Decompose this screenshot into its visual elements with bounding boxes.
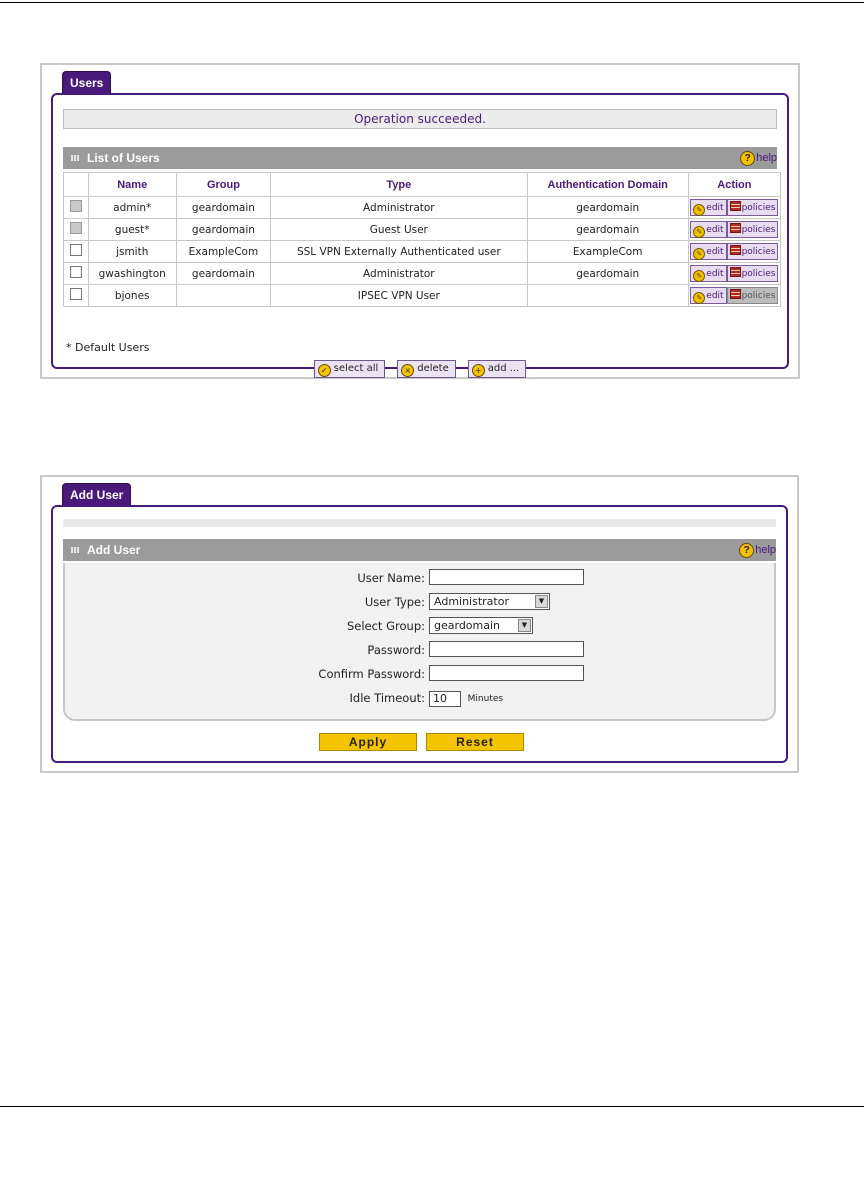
- edit-icon: ✎: [693, 292, 705, 304]
- policies-button[interactable]: [727, 243, 779, 260]
- policies-label: policies: [741, 247, 776, 257]
- cell-group: geardomain: [176, 219, 270, 241]
- add-label: add ...: [487, 363, 520, 374]
- users-panel: [40, 63, 800, 379]
- idle-timeout-control: [429, 689, 549, 707]
- cell-auth-domain: ExampleCom: [527, 241, 688, 263]
- help-link[interactable]: [739, 541, 776, 559]
- bottom-rule: [0, 1106, 864, 1107]
- password-control: [429, 641, 584, 659]
- row-checkbox[interactable]: [70, 244, 82, 256]
- confirm-password-label: Confirm Password:: [318, 667, 425, 681]
- table-row: [64, 197, 781, 219]
- cell-type: Administrator: [271, 263, 528, 285]
- cell-auth-domain: [527, 285, 688, 307]
- table-row: [64, 285, 781, 307]
- password-input[interactable]: [429, 641, 584, 657]
- cell-auth-domain: geardomain: [527, 263, 688, 285]
- cell-type: Administrator: [271, 197, 528, 219]
- cell-auth-domain: geardomain: [527, 197, 688, 219]
- check-icon: ✓: [318, 364, 331, 377]
- tab-users[interactable]: Users: [62, 71, 111, 94]
- policies-button[interactable]: [727, 199, 779, 216]
- select-group-row: [65, 617, 425, 635]
- help-label: help: [756, 152, 777, 164]
- row-checkbox: [70, 222, 82, 234]
- confirm-password-control: [429, 665, 584, 683]
- edit-label: edit: [706, 269, 724, 279]
- cell-name: gwashington: [88, 263, 176, 285]
- cell-group: geardomain: [176, 197, 270, 219]
- edit-label: edit: [706, 247, 724, 257]
- edit-button[interactable]: [690, 287, 726, 304]
- policies-label: policies: [741, 225, 776, 235]
- select-group-control: [429, 617, 533, 635]
- user-name-label: User Name:: [357, 571, 425, 585]
- cell-group: ExampleCom: [176, 241, 270, 263]
- policies-icon: [730, 223, 741, 233]
- add-button[interactable]: [468, 360, 527, 378]
- row-checkbox: [70, 200, 82, 212]
- policies-icon: [730, 245, 741, 255]
- cell-name: bjones: [88, 285, 176, 307]
- idle-timeout-unit: Minutes: [467, 693, 504, 704]
- policies-label: policies: [741, 269, 776, 279]
- table-header-row: [64, 173, 781, 197]
- edit-icon: ✎: [693, 226, 705, 238]
- cell-name: admin*: [88, 197, 176, 219]
- chevron-down-icon: ▼: [518, 619, 531, 632]
- select-all-button[interactable]: [314, 360, 386, 378]
- delete-button[interactable]: [397, 360, 456, 378]
- help-icon: ?: [739, 543, 754, 558]
- idle-timeout-label: Idle Timeout:: [349, 691, 425, 705]
- apply-button[interactable]: Apply: [319, 733, 417, 751]
- column-header-group[interactable]: Group: [176, 173, 270, 197]
- section-header-add-user: [63, 539, 776, 561]
- add-icon: +: [472, 364, 485, 377]
- table-row: [64, 263, 781, 285]
- row-checkbox[interactable]: [70, 266, 82, 278]
- policies-icon: [730, 201, 741, 211]
- cell-action: [688, 219, 780, 241]
- add-user-frame: [51, 505, 788, 763]
- idle-timeout-input[interactable]: 10: [429, 691, 461, 707]
- delete-icon: ×: [401, 364, 414, 377]
- user-name-input[interactable]: [429, 569, 584, 585]
- password-row: [65, 641, 425, 659]
- delete-label: delete: [417, 363, 449, 374]
- policies-icon: [730, 289, 741, 299]
- cell-action: [688, 263, 780, 285]
- edit-label: edit: [706, 225, 724, 235]
- user-type-label: User Type:: [364, 595, 425, 609]
- cell-auth-domain: geardomain: [527, 219, 688, 241]
- tab-add-user[interactable]: Add User: [62, 483, 131, 506]
- column-header-action: Action: [688, 173, 780, 197]
- edit-button[interactable]: [690, 243, 726, 260]
- edit-label: edit: [706, 203, 724, 213]
- status-message: Operation succeeded.: [63, 109, 777, 129]
- table-row: [64, 219, 781, 241]
- help-label: help: [755, 544, 776, 556]
- policies-icon: [730, 267, 741, 277]
- user-name-row: [65, 569, 425, 587]
- user-name-control: [429, 569, 584, 587]
- reset-button[interactable]: Reset: [426, 733, 524, 751]
- edit-icon: ✎: [693, 248, 705, 260]
- chevron-down-icon: ▼: [535, 595, 548, 608]
- users-table: [63, 172, 781, 307]
- grip-icon: [71, 547, 79, 553]
- policies-button[interactable]: [727, 221, 779, 238]
- help-link[interactable]: [740, 149, 777, 167]
- cell-name: jsmith: [88, 241, 176, 263]
- column-header-type[interactable]: Type: [271, 173, 528, 197]
- cell-group: [176, 285, 270, 307]
- select-all-label: select all: [333, 363, 379, 374]
- section-title: Add User: [87, 543, 141, 557]
- edit-button[interactable]: [690, 265, 726, 282]
- confirm-password-input[interactable]: [429, 665, 584, 681]
- policies-label: policies: [741, 291, 776, 301]
- top-rule: [0, 2, 864, 3]
- grip-icon: [71, 155, 79, 161]
- user-type-select[interactable]: [429, 593, 550, 610]
- edit-icon: ✎: [693, 204, 705, 216]
- edit-button[interactable]: [690, 199, 726, 216]
- user-type-control: [429, 593, 550, 611]
- status-message: [63, 519, 776, 527]
- cell-type: SSL VPN Externally Authenticated user: [271, 241, 528, 263]
- select-group-select[interactable]: [429, 617, 533, 634]
- add-user-form: [63, 563, 776, 721]
- cell-action: [688, 241, 780, 263]
- cell-name: guest*: [88, 219, 176, 241]
- section-title: List of Users: [87, 151, 160, 165]
- cell-action: [688, 285, 780, 307]
- edit-button[interactable]: [690, 221, 726, 238]
- cell-type: IPSEC VPN User: [271, 285, 528, 307]
- select-group-label: Select Group:: [346, 619, 425, 633]
- row-checkbox[interactable]: [70, 288, 82, 300]
- users-button-row: [53, 360, 787, 378]
- cell-type: Guest User: [271, 219, 528, 241]
- policies-button[interactable]: [727, 265, 779, 282]
- edit-icon: ✎: [693, 270, 705, 282]
- user-type-value: Administrator: [434, 595, 509, 608]
- cell-group: geardomain: [176, 263, 270, 285]
- edit-label: edit: [706, 291, 724, 301]
- password-label: Password:: [367, 643, 425, 657]
- users-frame: [51, 93, 789, 375]
- idle-timeout-row: [65, 689, 425, 707]
- add-user-panel: [40, 475, 799, 773]
- confirm-password-row: [65, 665, 425, 683]
- policies-button: [727, 287, 779, 304]
- select-column-header: [64, 173, 89, 197]
- select-group-value: geardomain: [434, 619, 501, 632]
- table-row: [64, 241, 781, 263]
- user-type-row: [65, 593, 425, 611]
- cell-action: [688, 197, 780, 219]
- policies-label: policies: [741, 203, 776, 213]
- column-header-auth-domain[interactable]: Authentication Domain: [527, 173, 688, 197]
- help-icon: ?: [740, 151, 755, 166]
- section-header-list-of-users: [63, 147, 777, 169]
- default-users-footnote: * Default Users: [66, 341, 150, 354]
- column-header-name[interactable]: Name: [88, 173, 176, 197]
